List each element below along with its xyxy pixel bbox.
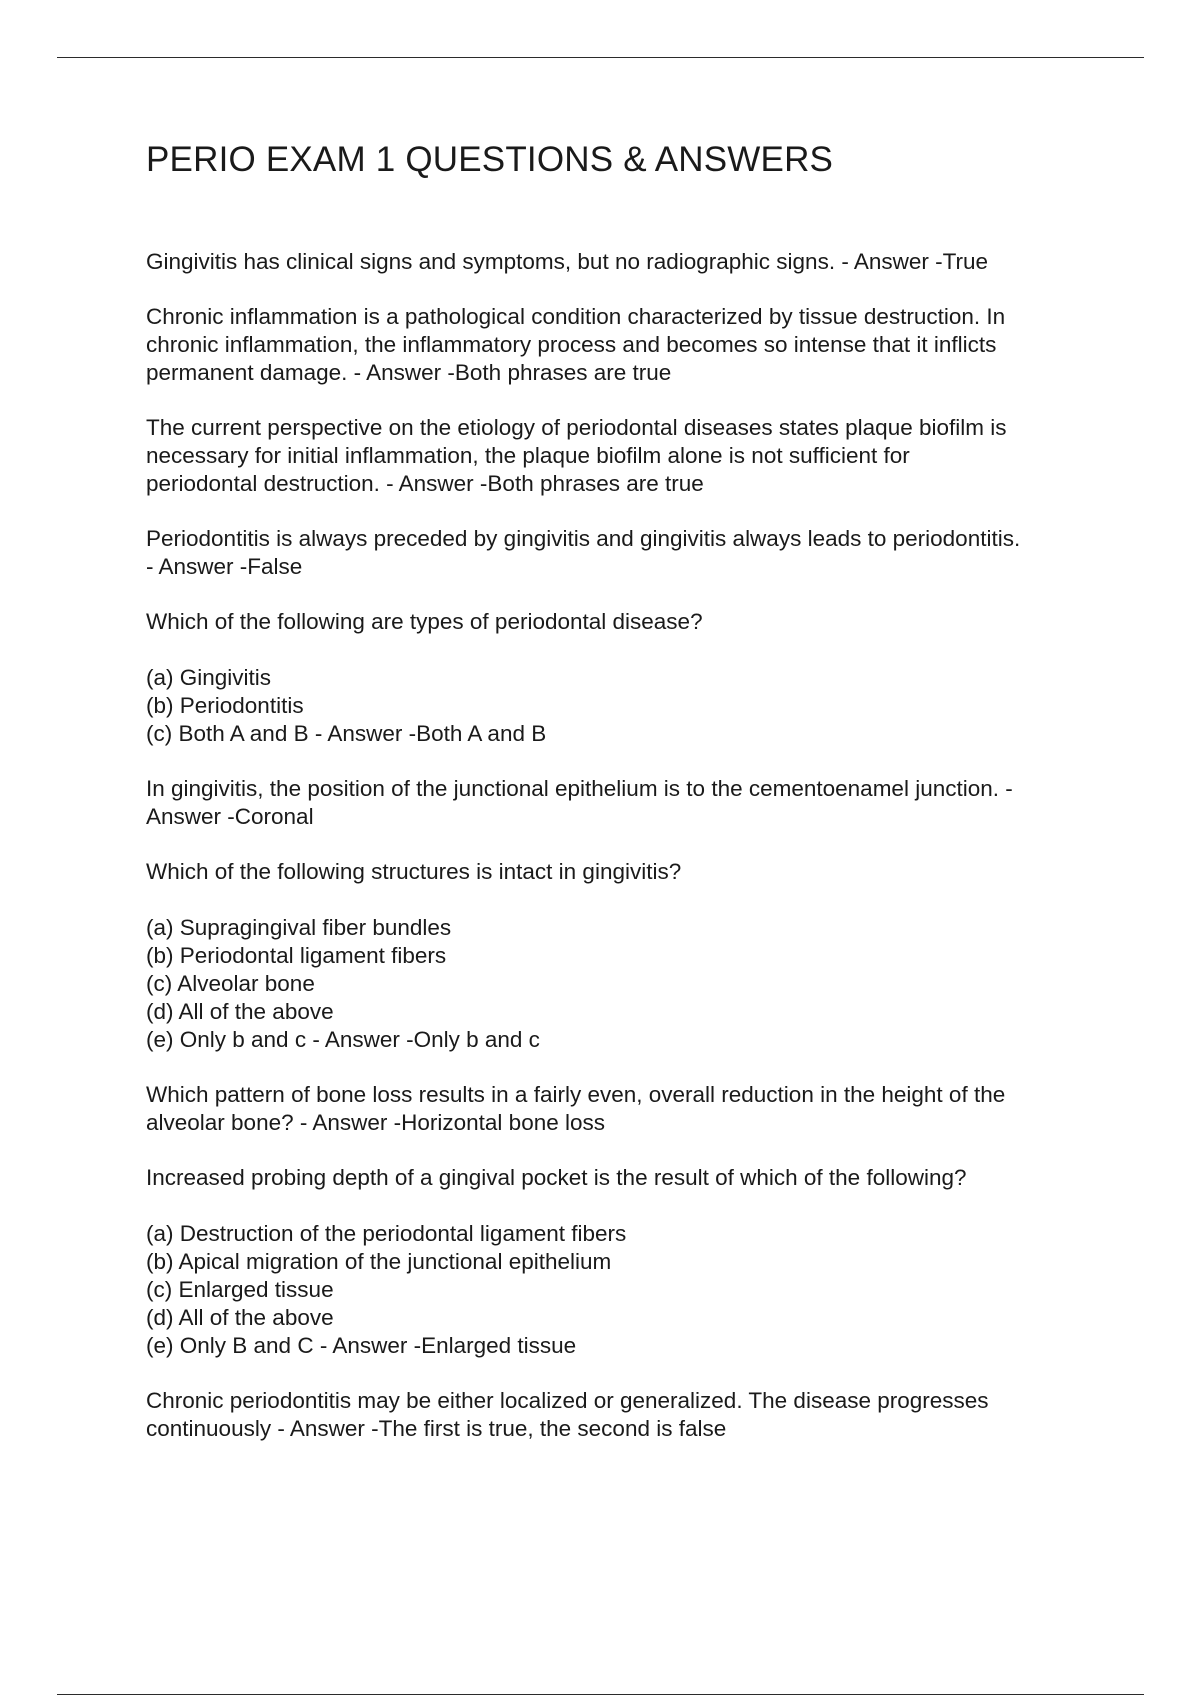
qa-item — [146, 303, 1096, 387]
answer-option: (d) All of the above — [146, 1305, 334, 1330]
answer-option: (a) Supragingival fiber bundles — [146, 915, 452, 940]
text-line: Chronic inflammation is a pathological condition characterized by tissue destruction. In — [146, 304, 1006, 329]
answer-option: (c) Alveolar bone — [146, 971, 315, 996]
text-line: In gingivitis, the position of the junctional epithelium is to the cementoenamel junction. - — [146, 776, 1013, 801]
text-line: Periodontitis is always preceded by gingivitis and gingivitis always leads to periodontitis. — [146, 526, 1021, 551]
document-title: PERIO EXAM 1 QUESTIONS & ANSWERS — [146, 140, 834, 179]
question-text — [146, 525, 1096, 581]
document-body — [146, 140, 1096, 1470]
text-line: Chronic periodontitis may be either localized or generalized. The disease progresses — [146, 1388, 989, 1413]
question-text — [146, 248, 1096, 276]
answer-option: (a) Gingivitis — [146, 665, 272, 690]
question-text — [146, 1387, 1096, 1443]
qa-item — [146, 1387, 1096, 1443]
answer-options — [146, 914, 1096, 1054]
text-line: permanent damage. - Answer -Both phrases are true — [146, 360, 672, 385]
qa-item — [146, 525, 1096, 581]
text-line: chronic inflammation, the inflammatory process and becomes so intense that it inflicts — [146, 332, 997, 357]
text-line: Answer -Coronal — [146, 804, 314, 829]
text-line: Increased probing depth of a gingival pocket is the result of which of the following? — [146, 1165, 967, 1190]
answer-options — [146, 1220, 1096, 1360]
text-line: continuously - Answer -The first is true, the second is false — [146, 1416, 727, 1441]
qa-item — [146, 248, 1096, 276]
text-line: The current perspective on the etiology of periodontal diseases states plaque biofilm is — [146, 415, 1007, 440]
question-text — [146, 1081, 1096, 1137]
text-line: necessary for initial inflammation, the plaque biofilm alone is not sufficient for — [146, 443, 910, 468]
text-line: Gingivitis has clinical signs and symptoms, but no radiographic signs. - Answer -True — [146, 249, 989, 274]
qa-item — [146, 414, 1096, 498]
top-rule — [57, 57, 1144, 58]
answer-option: (d) All of the above — [146, 999, 334, 1024]
text-line: Which pattern of bone loss results in a fairly even, overall reduction in the height of the — [146, 1082, 1006, 1107]
answer-options — [146, 664, 1096, 748]
question-text — [146, 858, 1096, 886]
question-text — [146, 303, 1096, 387]
bottom-rule — [57, 1694, 1144, 1695]
text-line: Which of the following are types of periodontal disease? — [146, 609, 703, 634]
text-line: - Answer -False — [146, 554, 303, 579]
qa-item — [146, 608, 1096, 748]
answer-option: (c) Both A and B - Answer -Both A and B — [146, 721, 547, 746]
question-text — [146, 608, 1096, 636]
qa-item — [146, 858, 1096, 1054]
answer-option: (c) Enlarged tissue — [146, 1277, 334, 1302]
answer-option: (a) Destruction of the periodontal ligament fibers — [146, 1221, 627, 1246]
answer-option: (b) Periodontitis — [146, 693, 304, 718]
question-text — [146, 775, 1096, 831]
answer-option: (e) Only B and C - Answer -Enlarged tissue — [146, 1333, 577, 1358]
answer-option: (e) Only b and c - Answer -Only b and c — [146, 1027, 540, 1052]
text-line: Which of the following structures is intact in gingivitis? — [146, 859, 682, 884]
answer-option: (b) Periodontal ligament fibers — [146, 943, 447, 968]
question-text — [146, 414, 1096, 498]
question-text — [146, 1164, 1096, 1192]
qa-list — [146, 248, 1096, 1443]
text-line: periodontal destruction. - Answer -Both phrases are true — [146, 471, 704, 496]
answer-option: (b) Apical migration of the junctional epithelium — [146, 1249, 612, 1274]
text-line: alveolar bone? - Answer -Horizontal bone loss — [146, 1110, 605, 1135]
qa-item — [146, 1164, 1096, 1360]
qa-item — [146, 775, 1096, 831]
qa-item — [146, 1081, 1096, 1137]
